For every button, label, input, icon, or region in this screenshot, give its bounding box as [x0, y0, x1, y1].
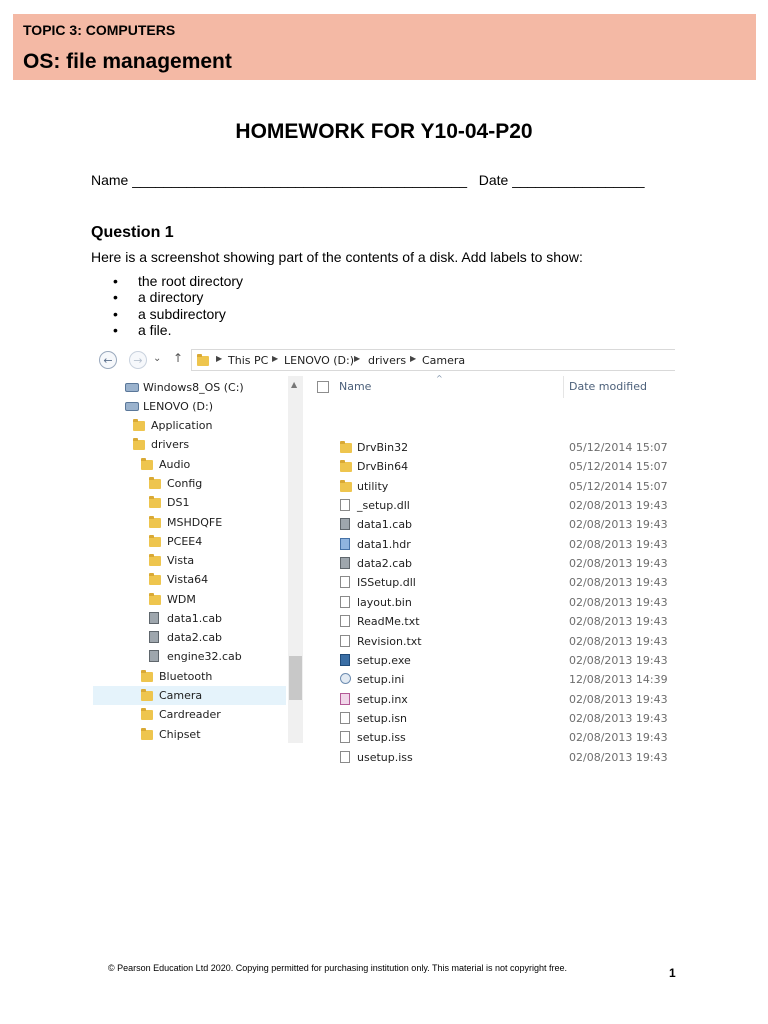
folder-icon: [141, 710, 153, 720]
file-name: data2.cab: [357, 557, 413, 571]
gear-file-icon: [340, 673, 351, 684]
breadcrumb-camera[interactable]: Camera: [422, 354, 466, 367]
file-file-icon: [340, 635, 350, 647]
file-name: ISSetup.dll: [357, 576, 416, 590]
tree-item-drivers[interactable]: [91, 435, 287, 454]
file-explorer-screenshot: [91, 343, 675, 764]
file-name: layout.bin: [357, 595, 412, 609]
tree-item-label: drivers: [151, 438, 190, 451]
bullet-item: • a directory: [113, 289, 243, 305]
tree-item-wdm[interactable]: [91, 590, 287, 609]
tree-item-windows8-os-c[interactable]: [91, 378, 287, 397]
file-date-modified: 02/08/2013 19:43: [569, 711, 668, 725]
file-date-modified: 02/08/2013 19:43: [569, 750, 668, 764]
tree-item-application[interactable]: [91, 416, 287, 435]
tree-scrollbar[interactable]: [288, 376, 303, 743]
file-row[interactable]: [303, 670, 675, 689]
name-blank: ___________________________________________: [132, 172, 468, 188]
tree-item-label: engine32.cab: [167, 650, 242, 663]
breadcrumb-drivers[interactable]: drivers: [368, 354, 407, 367]
scroll-up-arrow-icon[interactable]: ▲: [291, 380, 298, 389]
tree-item-label: Audio: [159, 458, 191, 471]
forward-arrow-icon[interactable]: →: [129, 351, 147, 369]
file-row[interactable]: [303, 748, 675, 767]
file-name: setup.iss: [357, 731, 406, 745]
file-date-modified: 02/08/2013 19:43: [569, 499, 668, 513]
breadcrumb-separator-icon: ▶: [272, 354, 279, 363]
file-file-icon: [340, 596, 350, 608]
homework-title: HOMEWORK FOR Y10-04-P20: [235, 120, 533, 143]
scroll-thumb[interactable]: [289, 656, 302, 700]
question-text: Here is a screenshot showing part of the contents of a disk. Add labels to show:: [91, 249, 583, 265]
folder-icon: [340, 482, 352, 492]
bullet-item: • the root directory: [113, 273, 243, 289]
file-date-modified: 02/08/2013 19:43: [569, 595, 668, 609]
breadcrumb-separator-icon: ▶: [216, 354, 223, 363]
cab-file-icon: [149, 650, 159, 662]
tree-item-label: Bluetooth: [159, 670, 213, 683]
file-date-modified: 02/08/2013 19:43: [569, 537, 668, 551]
tree-item-label: Vista: [167, 554, 195, 567]
file-name: setup.isn: [357, 711, 408, 725]
file-name: data1.cab: [357, 518, 413, 532]
tree-item-label: Windows8_OS (C:): [143, 381, 244, 394]
bullet-item: • a file.: [113, 322, 243, 338]
name-label: Name: [91, 172, 129, 188]
tree-item-label: DS1: [167, 496, 190, 509]
tree-item-config[interactable]: [91, 474, 287, 493]
tree-item-label: Application: [151, 419, 213, 432]
file-row[interactable]: [303, 593, 675, 612]
file-name: usetup.iss: [357, 750, 413, 764]
breadcrumb-this-pc[interactable]: This PC: [228, 354, 269, 367]
file-file-icon: [340, 615, 350, 627]
name-date-line: [91, 172, 645, 188]
up-arrow-icon[interactable]: ↑: [173, 351, 184, 365]
navigation-tree: [91, 376, 289, 743]
file-date-modified: 02/08/2013 19:43: [569, 634, 668, 648]
cab-file-icon: [340, 557, 350, 569]
file-row[interactable]: [303, 515, 675, 534]
folder-icon: [340, 443, 352, 453]
tree-item-chipset[interactable]: [91, 725, 287, 744]
folder-icon: [141, 460, 153, 470]
inx-file-icon: [340, 693, 350, 705]
file-row[interactable]: [303, 612, 675, 631]
question-bullet-list: [113, 273, 243, 338]
file-date-modified: 05/12/2014 15:07: [569, 479, 668, 493]
copyright-footer: © Pearson Education Ltd 2020. Copying permitted for purchasing institution only. This material is not copyright free.: [108, 963, 568, 973]
file-date-modified: 02/08/2013 19:43: [569, 518, 668, 532]
folder-icon: [149, 479, 161, 489]
tree-item-label: Config: [167, 477, 203, 490]
tree-item-ds1[interactable]: [91, 493, 287, 512]
file-date-modified: 02/08/2013 19:43: [569, 731, 668, 745]
file-row[interactable]: [303, 438, 675, 457]
tree-item-label: data2.cab: [167, 631, 223, 644]
sort-ascending-icon: ^: [436, 374, 443, 383]
tree-item-label: Camera: [159, 689, 203, 702]
file-date-modified: 12/08/2013 14:39: [569, 673, 668, 687]
file-name: Revision.txt: [357, 634, 422, 648]
tree-item-label: WDM: [167, 593, 196, 606]
tree-item-engine32-cab[interactable]: [91, 647, 287, 666]
folder-icon: [141, 730, 153, 740]
column-divider[interactable]: [563, 376, 564, 398]
file-row[interactable]: [303, 690, 675, 709]
folder-icon: [149, 518, 161, 528]
worksheet-subtitle: OS: file management: [23, 50, 232, 73]
recent-dropdown-icon[interactable]: ⌄: [153, 353, 162, 364]
file-row[interactable]: [303, 709, 675, 728]
file-date-modified: 05/12/2014 15:07: [569, 460, 668, 474]
tree-item-camera[interactable]: [93, 686, 286, 705]
folder-icon: [149, 498, 161, 508]
file-name: _setup.dll: [357, 499, 410, 513]
bullet-item: • a subdirectory: [113, 306, 243, 322]
date-label: Date: [478, 172, 509, 188]
column-header-name[interactable]: Name: [339, 380, 372, 393]
folder-icon: [197, 356, 209, 366]
exe-file-icon: [340, 654, 350, 666]
tree-item-label: MSHDQFE: [167, 516, 223, 529]
file-name: DrvBin64: [357, 460, 409, 474]
file-row[interactable]: [303, 554, 675, 573]
cab-file-icon: [149, 612, 159, 624]
tree-item-data1-cab[interactable]: [91, 609, 287, 628]
topic-label: TOPIC 3: COMPUTERS: [23, 22, 176, 38]
file-date-modified: 02/08/2013 19:43: [569, 653, 668, 667]
tree-item-cardreader[interactable]: [91, 705, 287, 724]
topic-banner: [13, 14, 756, 80]
file-row[interactable]: [303, 651, 675, 670]
img-file-icon: [340, 538, 350, 550]
tree-item-label: LENOVO (D:): [143, 400, 214, 413]
tree-item-label: Cardreader: [159, 708, 221, 721]
tree-item-label: Chipset: [159, 728, 201, 741]
back-arrow-icon[interactable]: ←: [99, 351, 117, 369]
dll-file-icon: [340, 499, 350, 511]
file-row[interactable]: [303, 632, 675, 651]
folder-icon: [141, 691, 153, 701]
file-file-icon: [340, 731, 350, 743]
breadcrumb-separator-icon: ▶: [354, 354, 361, 363]
file-name: ReadMe.txt: [357, 615, 420, 629]
cab-file-icon: [340, 518, 350, 530]
file-row[interactable]: [303, 573, 675, 592]
file-date-modified: 02/08/2013 19:43: [569, 576, 668, 590]
page-number: 1: [669, 966, 676, 980]
drive-icon: [125, 402, 139, 411]
folder-icon: [149, 575, 161, 585]
folder-icon: [149, 537, 161, 547]
date-blank: _________________: [512, 172, 645, 188]
tree-item-vista64[interactable]: [91, 570, 287, 589]
folder-icon: [141, 672, 153, 682]
file-file-icon: [340, 712, 350, 724]
file-date-modified: 02/08/2013 19:43: [569, 557, 668, 571]
question-title: Question 1: [91, 224, 174, 241]
file-row[interactable]: [303, 535, 675, 554]
file-name: setup.exe: [357, 653, 411, 667]
file-file-icon: [340, 751, 350, 763]
file-name: setup.inx: [357, 692, 408, 706]
tree-item-audio[interactable]: [91, 455, 287, 474]
breadcrumb-lenovo[interactable]: LENOVO (D:): [284, 354, 355, 367]
file-name: DrvBin32: [357, 441, 409, 454]
tree-item-bluetooth[interactable]: [91, 667, 287, 686]
tree-item-mshdqfe[interactable]: [91, 513, 287, 532]
file-row[interactable]: [303, 728, 675, 747]
folder-icon: [340, 462, 352, 472]
file-name: setup.ini: [357, 673, 405, 687]
tree-item-pcee4[interactable]: [91, 532, 287, 551]
select-all-checkbox[interactable]: [317, 381, 329, 393]
folder-icon: [133, 440, 145, 450]
file-date-modified: 02/08/2013 19:43: [569, 692, 668, 706]
dll-file-icon: [340, 576, 350, 588]
cab-file-icon: [149, 631, 159, 643]
tree-item-label: PCEE4: [167, 535, 203, 548]
file-name: utility: [357, 479, 389, 493]
tree-item-lenovo-d[interactable]: [91, 397, 287, 416]
column-header-date-modified[interactable]: Date modified: [569, 380, 647, 393]
file-name: data1.hdr: [357, 537, 411, 551]
breadcrumb-separator-icon: ▶: [410, 354, 417, 363]
folder-icon: [133, 421, 145, 431]
file-row[interactable]: [303, 457, 675, 476]
tree-item-label: data1.cab: [167, 612, 223, 625]
file-date-modified: 05/12/2014 15:07: [569, 441, 668, 454]
navigation-bar: [91, 343, 675, 376]
tree-item-data2-cab[interactable]: [91, 628, 287, 647]
address-bar[interactable]: [191, 349, 675, 371]
folder-icon: [149, 595, 161, 605]
tree-item-label: Vista64: [167, 573, 209, 586]
file-row[interactable]: [303, 496, 675, 515]
file-date-modified: 02/08/2013 19:43: [569, 615, 668, 629]
drive-icon: [125, 383, 139, 392]
file-row[interactable]: [303, 477, 675, 496]
tree-item-vista[interactable]: [91, 551, 287, 570]
file-list: [303, 374, 675, 764]
folder-icon: [149, 556, 161, 566]
